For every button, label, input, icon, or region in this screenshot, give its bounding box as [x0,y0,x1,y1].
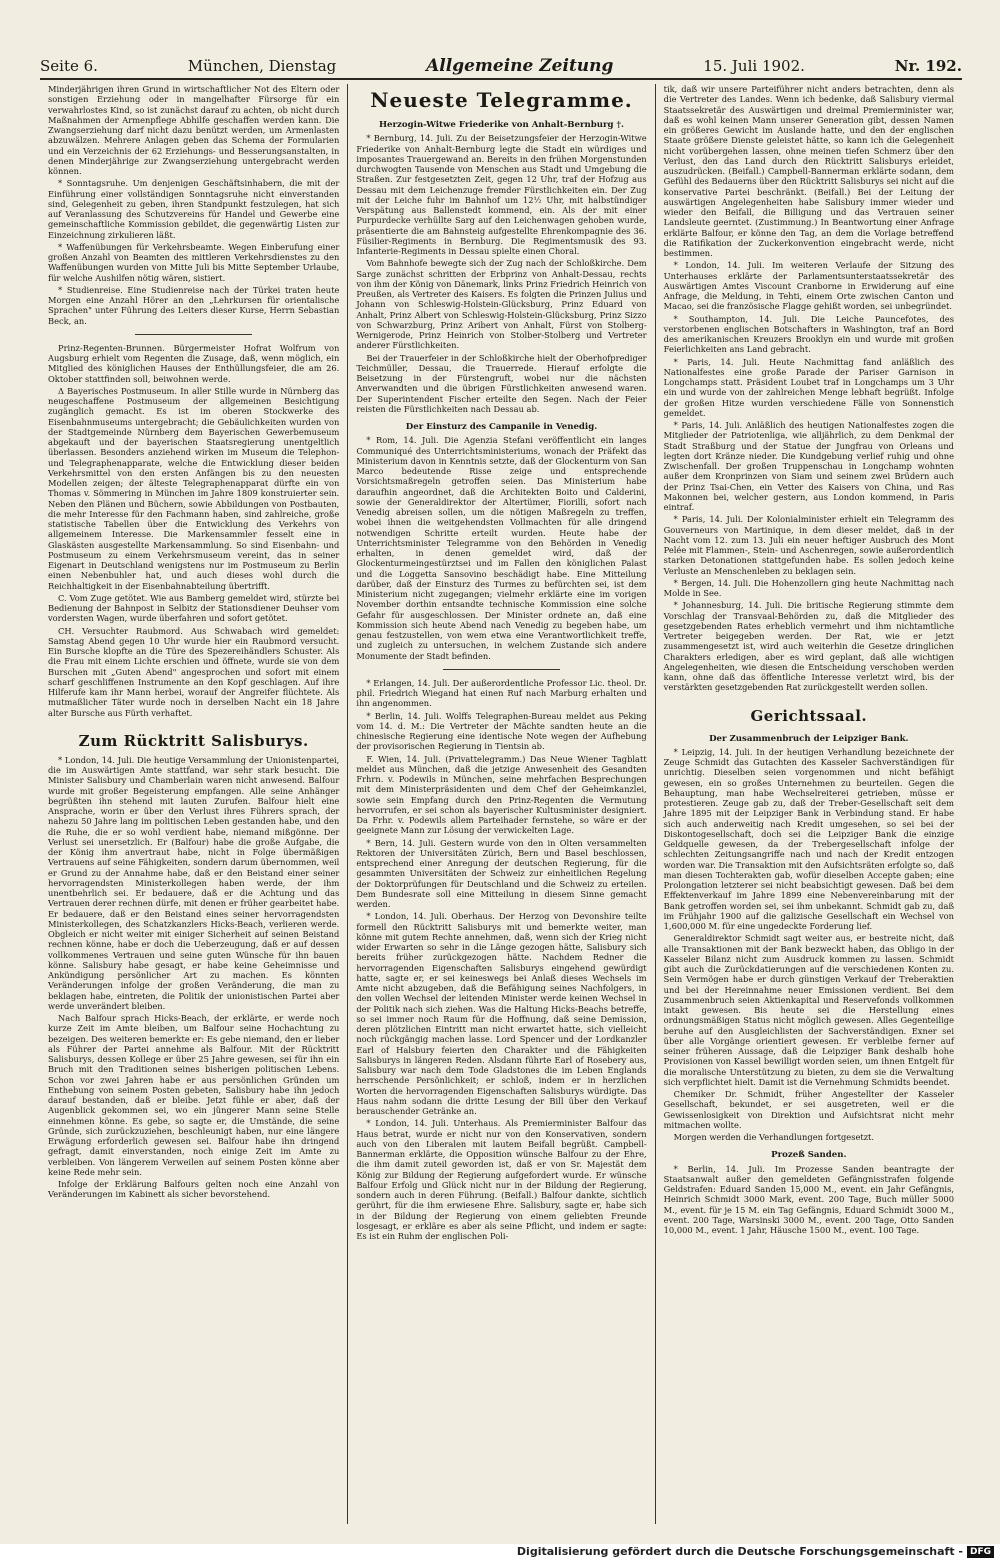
article-paragraph: * Rom, 14. Juli. Die Agenzia Stefani veröffentlicht ein langes Communiqué des Unterrichtsministeriums, wonach der Präfekt das Ministerium davon in Kenntnis setzte, daß der Glockenturm von San Marco bedeutende Risse zeige und entsprechende Vorsichtsmaßregeln getroffen seien. Das Ministerium habe daraufhin angeordnet, daß die Architekten Boito und Calderini, sowie der Generaldirektor der Altertümer, Fiorilli, sofort nach Venedig abreisen sollen, um die nötigen Maßregeln zu treffen, wobei ihnen die weitgehendsten Vollmachten für alle dringend notwendigen Schritte erteilt wurden. Heute habe der Unterrichtsminister Telegramme von den Behörden in Venedig erhalten, in denen gemeldet wird, daß der Glockenturmeingestürztsei und im Fallen den königlichen Palast und die Loggetta Sansovino beschädigt habe. Eine Mitteilung darüber, daß der Einsturz des Turmes zu befürchten sei, ist dem Ministerium nicht zugegangen; vielmehr erklärte eine im vorigen November dorthin entsandte technische Kommission eine solche Gefahr für ausgeschlossen. Der Minister ordnete an, daß eine Kommission sich heute Abend nach Venedig zu begeben habe, um genau festzustellen, von wem etwa eine Verantwortlichkeit treffe, und zugleich zu untersuchen, in welchem Zustande sich andere Monumente der Stadt befinden. [356,435,647,661]
issue-number: Nr. 192. [894,57,962,75]
article-paragraph: * Bernburg, 14. Juli. Zu der Beisetzungsfeier der Herzogin-Witwe Friederike von Anhalt-Bernburg legte die Stadt ein würdiges und imposantes Trauergewand an. Bereits in den frühen Morgenstunden durchwogten Tausende von Menschen aus Stadt und Umgebung die Straßen. Zur festgesetzten Zeit, gegen 12 Uhr, traf der Hofzug aus Dessau mit dem Leichenzuge fremder Fürstlichkeiten ein. Der Zug mit der Leiche fuhr im Bahnhof um 12½ Uhr, mit halbstündiger Verspätung aus Ballenstedt kommend, ein. Als der mit einer Purpurdecke verhüllte Sarg auf den Leichenwagen gehoben wurde, präsentierte die am Bahnsteig aufgestellte Ehrenkompagnie des 36. Füsilier-Regiments in Bernburg. Die Regimentsmusik des 93. Infanterie-Regiments in Dessau spielte einen Choral. [356,133,647,256]
article-paragraph: * Paris, 14. Juli. Heute Nachmittag fand anläßlich des Nationalfestes eine große Parade der Pariser Garnison in Longchamps statt. Präsident Loubet traf in Longchamps um 3 Uhr ein und wurde von der zahlreichen Menge lebhaft begrüßt. Infolge der großen Hitze wurden verschiedene Fälle von Sonnenstich gemeldet. [663,356,954,418]
article-paragraph: Prinz-Regenten-Brunnen. Bürgermeister Hofrat Wolfrum von Augsburg erhielt vom Regenten die Zusage, daß, wenn möglich, ein Mitglied des königlichen Hauses der Enthüllungsfeier, die am 26. Oktober stattfinden soll, beiwohnen werde. [48,342,340,384]
page-number: Seite 6. [40,57,98,75]
sub-heading: Herzogin-Witwe Friederike von Anhalt-Bernburg †. [378,120,625,130]
column-3 [655,84,962,1524]
article-paragraph: Morgen werden die Verhandlungen fortgesetzt. [673,1132,875,1142]
article-paragraph: C. Vom Zuge getötet. Wie aus Bamberg gemeldet wird, stürzte bei Bedienung der Bahnpost in Selbitz der Stationsdiener Deuhser vom vordersten Wagen, wurde überfahren und sofort getötet. [48,592,340,624]
article-paragraph: Infolge der Erklärung Balfours gelten noch eine Anzahl von Veränderungen im Kabinett als sicher bevorstehend. [48,1179,340,1200]
article-paragraph: CH. Versuchter Raubmord. Aus Schwabach wird gemeldet: Samstag Abend gegen 10 Uhr wurde hier ein Raubmord versucht. Ein Bursche klopfte an die Türe des Spezereihändlers Schuster. Als die Frau mit einem Lichte erschien und öffnete, wurde sie von dem Burschen mit „Guten Abend" angesprochen und sofort mit einem scharf geschliffenen Instrumente an den Kopf geschlagen. Auf ihre Hilferufe kam ihr Mann herbei, worauf der Angreifer flüchtete. Als mutmaßlicher Täter wurde noch in derselben Nacht ein 18 Jahre alter Bursche aus Fürth verhaftet. [48,625,340,718]
article-paragraph: * London, 14. Juli. Oberhaus. Der Herzog von Devonshire teilte formell den Rücktritt Salisburys mit und bemerkte weiter, man könne mit gutem Rechte annehmen, daß, wenn sich der Krieg nicht wider Erwarten so sehr in die Länge gezogen hätte, Salisbury sich bereits früher zurückgezogen hätte. Nachdem Redner die hervorragenden Eigenschaften Salisburys eingehend gewürdigt hatte, sagte er, er sei keineswegs bei Anlaß dieses Wechsels im Amte nicht abzugeben, daß die Befähigung seines Nachfolgers, in den vollen Wechsel der leitenden Minister werde keinen Wechsel in der Politik nach sich ziehen. Was die Haltung Hicks-Beachs betreffe, so sei immer noch Raum für die Hoffnung, daß seine Demission, deren plötzlichen Eintritt man nicht erwartet hatte, sich vielleicht noch rückgängig machen lasse. Lord Spencer und der Lordkanzler Earl of Halsbury feierten den Charakter und die Fähigkeiten Salisburys in längeren Reden. Alsdann führte Earl of Rosebery aus, Salisbury war nach dem Tode Gladstones die im Leben Englands herrschende Persönlichkeit; er schloß, indem er in herzlichen Worten die hervorragenden Eigenschaften Salisburys würdigte. Das Haus nahm sodann die dritte Lesung der Bill über den Verkauf berauschender Getränke an. [356,911,647,1116]
article-paragraph: * Bergen, 14. Juli. Die Hohenzollern ging heute Nachmittag nach Molde in See. [663,577,954,598]
article-paragraph: * Studienreise. Eine Studienreise nach der Türkei traten heute Morgen eine Anzahl Hörer an den „Lehrkursen für orientalische Sprachen" unter Führung des Leiters dieser Kurse, Herrn Sebastian Beck, an. [48,284,340,326]
article-paragraph: F. Wien, 14. Juli. (Privattelegramm.) Das Neue Wiener Tagblatt meldet aus München, daß die jetzige Anwesenheit des Gesandten Frhrn. v. Podewils in München, seine mehrfachen Besprechungen mit dem Ministerpräsidenten und dem Chef der Geheimkanzlei, sowie sein Empfang durch den Prinz-Regenten die Vermutung hervorrufen, er sei schon als bayerischer Kultusminister designiert. Da Frhr. v. Podewils allem Parteihader fernstehe, so wäre er der geeignete Mann zur Lösung der verwickelten Lage. [356,753,647,836]
article-paragraph: * Waffenübungen für Verkehrsbeamte. Wegen Einberufung einer großen Anzahl von Beamten des mittleren Verkehrsdienstes zu den Waffenübungen wurden von Mitte Juli bis Mitte September Urlaube, für welche Aushilfen nötig wären, sistiert. [48,241,340,283]
article-paragraph: * Bern, 14. Juli. Gestern wurde von den in Olten versammelten Rektoren der Universitäten Zürich, Bern und Basel beschlossen, entsprechend einer Anregung der deutschen Regierung, für die gesammten Universitäten der Schweiz zur einheitlichen Regelung der Doktorprüfungen für Deutschland und die Schweiz zu erteilen. Dem Bundesrate soll eine Mitteilung in diesem Sinne gemacht werden. [356,837,647,909]
article-paragraph: Chemiker Dr. Schmidt, früher Angestellter der Kasseler Gesellschaft, bekundet, er sei ausgetreten, weil er die Gewissenlosigkeit von Direktion und Aufsichtsrat nicht mehr mitmachen wollte. [663,1089,954,1130]
article-paragraph: * London, 14. Juli. Unterhaus. Als Premierminister Balfour das Haus betrat, wurde er nicht nur von den Konservativen, sondern auch von den Liberalen mit lautem Beifall begrüßt. Campbell-Bannerman erklärte, die Opposition wünsche Balfour zu der Ehre, die ihm damit zuteil geworden ist, daß er von Sr. Majestät dem König zur Bildung der Regierung aufgefordert wurde. Er wünsche Balfour Erfolg und Glück nicht nur in der Bildung der Regierung, sondern auch in deren Führung. (Beifall.) Balfour dankte, sichtlich gerührt, für die ihm erwiesene Ehre. Salisbury, sagte er, habe sich in der Bildung der Regierung von einem geliebten Freunde losgesagt, er erkläre es aber als seine Pflicht, und indem er sagte: Es ist ein Ruhm der englischen Poli- [356,1118,647,1241]
article-paragraph: Δ Bayerisches Postmuseum. In aller Stille wurde in Nürnberg das neugeschaffene Postmuseum der allgemeinen Besichtigung zugänglich gemacht. Es ist im oberen Stockwerke des Eisenbahnmuseums untergebracht; die Gebäulichkeiten wurden von der Stadtgemeinde Nürnberg dem Bayerischen Gewerbemuseum abgekauft und der bayerischen Staatsregierung unentgeltlich überlassen. Besonders anziehend wirken im Museum die Telephon- und Telegraphenapparate, welche die Entwicklung dieser beiden Verkehrsmittel von den ersten Anfängen bis zu den neuesten Modellen zeigen; der älteste Telegraphenapparat dürfte ein von Thomas v. Sömmering in München im Jahre 1809 konstruierter sein. Neben den Plänen und Büchern, sowie Abbildungen von Postbauten, die mehr Interesse für den Fachmann haben, sind zahlreiche, große statistische Tabellen über die Entwicklung des Verkehrs von allgemeinem Interesse. Die Markensammler fesselt eine in Glaskästen ausgestellte Markensammlung. So sind Eisenbahn- und Postmuseum zu einem Verkehrsmuseum vereint, das in seiner Eigenart in Deutschland wenigstens nur im Postmuseum zu Berlin einen Nebenbuhler hat, und auch dieses wohl durch die Reichhaltigkeit in der Eisenbahnabteilung übertrifft. [48,385,340,591]
sub-heading: Der Einsturz des Campanile in Venedig. [405,422,598,432]
article-paragraph: * London, 14. Juli. Die heutige Versammlung der Unionistenpartei, die im Auswärtigen Amte stattfand, war sehr stark besucht. Die Minister Salisbury und Chamberlain waren nicht anwesend. Balfour wurde mit großer Begeisterung empfangen. Alle seine Anhänger begrüßten ihn stehend mit lauten Zurufen. Balfour hielt eine Ansprache, worin er über den Verlust ihres Führers sprach, der nahezu 50 Jahre lang im politischen Leben gestanden habe, und den die Ruhe, die er so wohl verdient habe, niemand mißgönne. Der Verlust sei unersetzlich. Er (Balfour) habe die große Aufgabe, die der König ihm anvertraut habe, nicht in Folge übermäßigen Vertrauens auf seine Fähigkeiten, sondern darum übernommen, weil er Grund zu der Annahme habe, daß er den Beistand einer seiner hervorragendsten Ministerkollegen haben werde, der ihm unentbehrlich sei. Er bedauere, daß er die Achtung und das Vertrauen derer rechnen dürfe, mit denen er früher gearbeitet habe. Er bedauere, daß er den Beistand eines seiner hervorragendsten Ministerkollegen, des Schatzkanzlers Hicks-Beach, verlieren werde. Obgleich er nicht weiter mit einiger Sicherheit auf seinen Beistand rechnen könne, habe er doch die Ueberzeugung, daß er auf dessen vollkommenes Vertrauen und seine guten Wünsche für ihn bauen könne. Salisbury habe gesagt, er habe keine Geheimnisse und Ankündigung persönlicher Art zu machen. Es könnten Veränderungen infolge der großen Veränderung, die man zu beklagen habe, eintreten, die Politik der unionistischen Partei aber werde unverändert bleiben. [48,754,340,1011]
article-paragraph: * Paris, 14. Juli. Anläßlich des heutigen Nationalfestes zogen die Mitglieder der Patriotenliga, wie alljährlich, zu dem Denkmal der Stadt Straßburg und der Statue der Jungfrau von Orleans und legten dort Kränze nieder. Die Kundgebung verlief ruhig und ohne Zwischenfall. Der großen Truppenschau in Longchamp wohnten außer dem Kronprinzen von Siam und seinem zwei Brüdern auch der Prinz Tsai-Chen, ein Vetter des Kaisers von China, und Ras Makonnen bei, welcher gestern, aus London kommend, in Paris eintraf. [663,420,954,512]
place-day: München, Dienstag [187,57,337,75]
article-paragraph: * Erlangen, 14. Juli. Der außerordentliche Professor Lic. theol. Dr. phil. Friedrich Wiegand hat einen Ruf nach Marburg erhalten und ihn angenommen. [356,677,647,709]
section-heading: Neueste Telegramme. [370,88,633,112]
credit-text: Digitalisierung gefördert durch die Deutsche Forschungsgemeinschaft - [516,1545,963,1558]
section-divider [443,669,559,670]
article-paragraph: * Sonntagsruhe. Um denjenigen Geschäftsinhabern, die mit der Einführung einer vollständigen Sonntagsruhe nicht einverstanden sind, Gelegenheit zu geben, ihren Standpunkt festzulegen, hat sich auf Veranlassung des Schutzvereins für Handel und Gewerbe eine gemeinschaftliche Kommission gebildet, die gegenwärtig Listen zur Einzeichnung zirkulieren läßt. [48,178,340,240]
issue-date: 15. Juli 1902. [703,57,805,75]
article-paragraph: * Berlin, 14. Juli. Wolffs Telegraphen-Bureau meldet aus Peking vom 14. d. M.: Die Vertreter der Mächte sandten heute an die chinesische Regierung eine identische Note wegen der Aufhebung der provisorischen Regierung in Tientsin ab. [356,710,647,752]
article-paragraph: Minderjährigen ihren Grund in wirtschaftlicher Not des Eltern oder sonstigen Erziehung oder in mangelhafter Fürsorge für ein verwahrlostes Kind, so ist zunächst darauf zu achten, ob nicht durch Maßnahmen der Armenpflege Abhilfe geschaffen werden kann. Die Zwangserziehung darf nicht dazu benützt werden, um Armenlasten abzuwälzen. Mehrere Anlagen geben das Schema der Formularien und ein Verzeichnis der 62 Erziehungs- und Besserungsanstalten, in denen Minderjährige zur Zwangserziehung untergebracht werden können. [48,84,340,176]
article-paragraph: * Southampton, 14. Juli. Die Leiche Pauncefotes, des verstorbenen englischen Botschafters in Washington, traf an Bord des amerikanischen Kreuzers Brooklyn ein und wurde mit großen Feierlichkeiten ans Land gebracht. [663,313,954,355]
article-paragraph: * Leipzig, 14. Juli. In der heutigen Verhandlung bezeichnete der Zeuge Schmidt das Gutachten des Kasseler Sachverständigen für unrichtig. Dieselben seien vorgenommen und nicht befähigt gewesen, ein so großes Unternehmen zu beurteilen. Gegen die Behauptung, man habe Wechselreiterei getrieben, müsse er protestieren. Zeuge gab zu, daß der Treber-Gesellschaft seit dem Jahre 1895 mit der Leipziger Bank in Verbindung stand. Er habe sich auch anderweitig nach Kredit umgesehen, so sei bei der Diskontogesellschaft, doch sei die Leipziger Bank die einzige Geldquelle gewesen, da der Trebergesellschaft infolge der schlechten Zeitungsangriffe nach und nach der Kredit entzogen worden war. Die Transaktion mit den Aufsichtsräten erfolgte so, daß man diesen Tochterakten gab, wofür dieselben Accepte gaben; eine Prolongation letzterer sei nicht beabsichtigt gewesen. Daß bei dem Effektenverkauf im Jahre 1899 eine Nebenvereinbarung mit der Bank getroffen worden sei, sei ihm unbekannt. Schmidt gab zu, daß im Frühjahr 1900 auf die galizische Gesellschaft ein Wechsel von 1,600,000 M. für eine ungedeckte Forderung lief. [663,746,954,931]
article-columns [40,84,962,1524]
column-1 [40,84,347,1524]
article-paragraph: Generaldirektor Schmidt sagt weiter aus, er bestreite nicht, daß alle Transaktionen mit der Bank bezweckt haben, das Obligo in der Kasseler Bilanz nicht zum Ausdruck kommen zu lassen. Schmidt gibt auch die Zurückdatierungen auf die verschiedenen Konten zu. Sein Vermögen habe er durch günstigen Verkauf der Treberaktien und bei der Hereinnahme neuer Emissionen verdient. Bei dem Zusammenbruch seien Aktienkapital und Reservefonds vollkommen intakt gewesen. Bis heute sei die Herstellung eines ordnungsmäßigen Status nicht möglich gewesen. Alles Gegenteilige beruhe auf den Ausgleichlisten der Sachverständigen. Exner sei über alle Vorgänge orientiert gewesen. Er verbleibe ferner auf seiner früheren Aussage, daß die Leipziger Bank deshalb hohe Provisionen von Kassel bewilligt worden seien, um ihnen Entgelt für die moralische Unterstützung zu bieten, zu dem sie die Verwaltung sich verpflichtet hielt. Damit ist die Vernehmung Schmidts beendet. [663,933,954,1087]
column-2 [347,84,654,1524]
newspaper-title: Allgemeine Zeitung [426,56,614,76]
article-paragraph: * Berlin, 14. Juli. Im Prozesse Sanden beantragte der Staatsanwalt außer den gemeldeten Gefängnisstrafen folgende Geldstrafen: Eduard Sanden 15,000 M., event. ein Jahr Gefängnis, Heinrich Schmidt 3000 Mark, event. 200 Tage, Buch müller 5000 M., event. für je 15 M. ein Tag Gefängnis, Eduard Schmidt 3000 M., event. 200 Tage, Warsinski 3000 M., event. 200 Tage, Otto Sanden 10,000 M., event. 1 Jahr, Häusche 1500 M., event. 100 Tage. [663,1163,954,1235]
digitization-credit [517,1545,994,1558]
article-paragraph: * Paris, 14. Juli. Der Kolonialminister erhielt ein Telegramm des Gouverneurs von Martinique, in dem dieser meldet, daß in der Nacht vom 12. zum 13. Juli ein neuer heftiger Ausbruch des Mont Pelée mit Flammen-, Stein- und Aschenregen, sowie außerordentlich starken Detonationen stattgefunden habe. Es sollen jedoch keine Verluste an Menschenleben zu beklagen sein. [663,514,954,576]
section-heading: Gerichtssaal. [750,706,868,725]
article-paragraph: tik, daß wir unsere Parteiführer nicht anders betrachten, denn als die Vertreter des Landes. Wenn ich bedenke, daß Salisbury viermal Staatssekretär des Auswärtigen und dreimal Premierminister war, daß es wohl keinen Mann unserer Generation gibt, dessen Namen ein größeres Gewicht im Auslande hatte, und den der englischen Staate größere Dienste geleistet hätte, so kann ich die Gelegenheit nicht vorübergehen lassen, ohne meinen tiefen Schmerz über den Verlust, den das Land durch den Rücktritt Salisburys erleidet, auszudrücken. (Beifall.) Campbell-Bannerman erklärte sodann, dem Gefühl des Bedauerns über den Rücktritt Salisburys sei nicht auf die konservative Partei beschränkt. (Beifall.) Bei der Leitung der auswärtigen Angelegenheiten habe Salisbury immer wieder und wieder den Beifall, die Billigung und das Vertrauen seiner Landsleute geerntet. (Zustimmung.) In Beantwortung einer Anfrage erklärte Balfour, er könne den Tag, an dem die Vorlage betreffend die Ratifikation der Zuckerkonvention eingebracht werde, nicht bestimmen. [663,84,954,258]
page-header [40,56,962,80]
section-heading: Zum Rücktritt Salisburys. [78,731,309,750]
dfg-logo: DFG [967,1546,994,1558]
article-paragraph: Bei der Trauerfeier in der Schloßkirche hielt der Oberhofprediger Teichmüller, Dessau, die Trauerrede. Hierauf erfolgte die Beisetzung in der Fürstengruft, wobei nur die nächsten Anverwandten und die übrigen Fürstlichkeiten anwesend waren. Der Superintendent Fischer erteilte den Segen. Nach der Feier reisten die Fürstlichkeiten nach Dessau ab. [356,352,647,414]
section-divider [135,334,252,335]
sub-heading: Der Zusammenbruch der Leipziger Bank. [709,733,909,744]
sub-heading: Prozeß Sanden. [771,1150,847,1161]
article-paragraph: * London, 14. Juli. Im weiteren Verlaufe der Sitzung des Unterhauses erklärte der Parlamentsunterstaatssekretär des Auswärtigen Amtes Viscount Cranborne in Erwiderung auf eine Anfrage, die Meldung, in Tehti, einem Orte zwischen Canton und Macao, sei die französische Flagge gehißt worden, sei unbegründet. [663,260,954,312]
article-paragraph: * Johannesburg, 14. Juli. Die britische Regierung stimmte dem Vorschlag der Transvaal-Behörden zu, daß die Mitglieder des gesetzgebenden Rates erheblich vermehrt und ihm nichtamtliche Vertreter beigegeben werden. Der Rat, wie er jetzt zusammengesetzt ist, wird auch weiterhin die Gesetze dringlichen Charakters erledigen, aber es wird geplant, daß alle wichtigen Angelegenheiten, wie diesen die Entscheidung verschoben werden kann, ohne daß das öffentliche Interesse verletzt wird, bis der verstärkten gesetzgebenden Rat zurückgestellt werden sollen. [663,600,954,693]
article-paragraph: Vom Bahnhofe bewegte sich der Zug nach der Schloßkirche. Dem Sarge zunächst schritten der Erbprinz von Anhalt-Dessau, rechts von ihm der König von Dänemark, links Prinz Friedrich Heinrich von Preußen, als Vertreter des Kaisers. Es folgten die Prinzen Julius und Johann von Schleswig-Holstein-Glücksburg, Prinz Eduard von Anhalt, Prinz Albert von Schleswig-Holstein-Glücksburg, Prinz Sizzo von Schwarzburg, Prinz Aribert von Anhalt, Fürst von Stolberg-Wernigerode, Prinz Heinrich von Stolber-Stolberg und Vertreter anderer Fürstlichkeiten. [356,258,647,351]
article-paragraph: Nach Balfour sprach Hicks-Beach, der erklärte, er werde noch kurze Zeit im Amte bleiben, um Balfour seine Hochachtung zu bezeigen. Des weiteren bemerkte er: Es gebe niemand, den er lieber als Führer der Partei annehme als Balfour. Mit der Rücktritt Salisburys, dessen Kollege er über 25 Jahre gewesen, sei für ihn ein Bruch mit den Traditionen seines bisherigen politischen Lebens. Schon vor zwei Jahren habe er aus persönlichen Gründen um Enthebung von seinem Posten gebeten, Salisbury habe ihn jedoch darauf bestanden, daß er bleibe. Jetzt fühle er aber, daß der Augenblick gekommen sei, wo ein jüngerer Mann seine Stelle einnehmen könne. Es gebe, so sagte er, die Umstände, die seine Gründe, sich zurückzuziehen, beschleunigt haben, nur eine längere Erwägung erforderlich gewesen sei. Balfour habe ihn dringend gefragt, damit einverstanden, noch einige Zeit im Amte zu verbleiben. Von längerem Verweilen auf seinem Posten könne aber keine Rede mehr sein. [48,1013,340,1177]
